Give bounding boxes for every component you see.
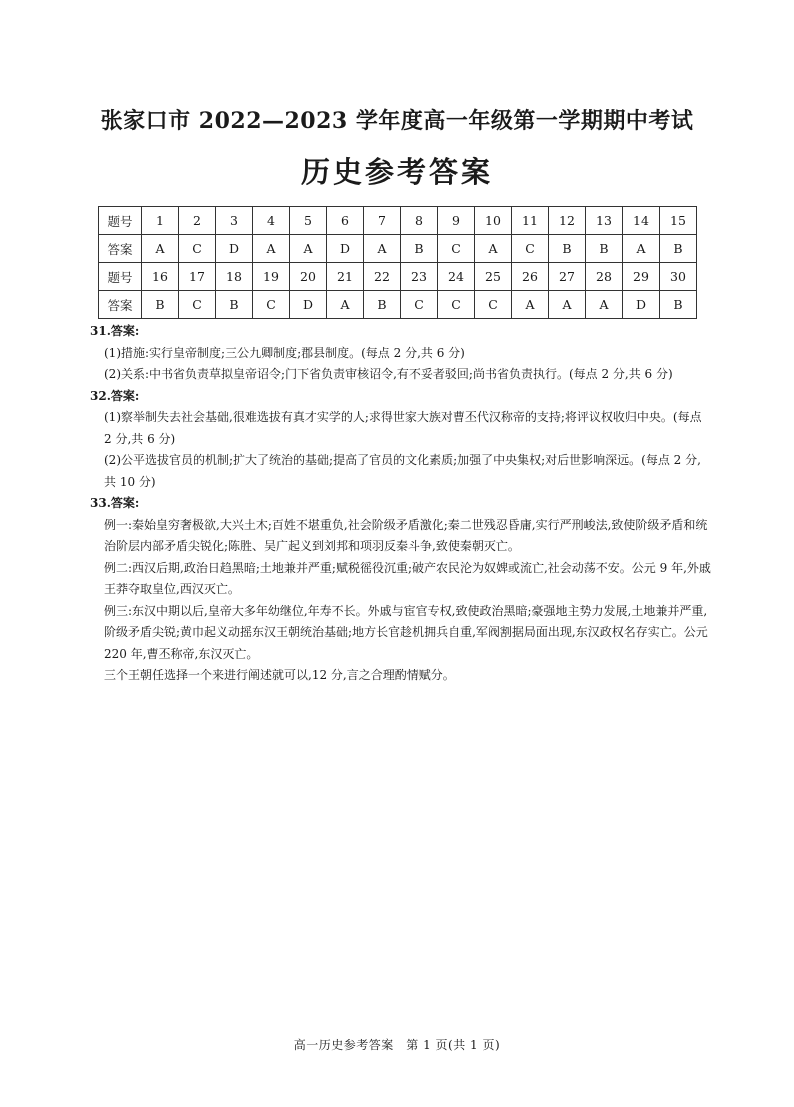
table-cell: 7 [364,207,401,235]
table-cell: 19 [253,263,290,291]
table-cell: B [216,291,253,319]
table-cell: 16 [142,263,179,291]
table-cell: 5 [290,207,327,235]
table-cell: C [179,291,216,319]
table-cell: D [216,235,253,263]
answer-line: 例二:西汉后期,政治日趋黑暗;土地兼并严重;赋税徭役沉重;破产农民沦为奴婢或流亡,社会动荡不安。公元 9 年,外戚王莽夺取皇位,西汉灭亡。 [104,560,711,596]
table-cell: B [660,235,697,263]
table-cell: B [660,291,697,319]
answer-content [90,321,712,687]
table-cell: D [290,291,327,319]
table-cell: 26 [512,263,549,291]
page-footer: 高一历史参考答案 第 1 页(共 1 页) [293,1038,501,1052]
question-32 [90,386,712,494]
table-cell: 1 [142,207,179,235]
answer-line: (2)关系:中书省负责草拟皇帝诏令;门下省负责审核诏令,有不妥者驳回;尚书省负责执行。(每点 2 分,共 6 分) [104,367,673,381]
table-cell: C [179,235,216,263]
table-cell: A [549,291,586,319]
table-cell: 9 [438,207,475,235]
answer-line: 例一:秦始皇穷奢极欲,大兴土木;百姓不堪重负,社会阶级矛盾激化;秦二世残忍昏庸,实行严刑峻法,致使阶级矛盾和统治阶层内部矛盾尖锐化;陈胜、吴广起义到刘邦和项羽反秦斗争,致使秦朝灭亡。 [104,517,708,553]
table-cell: A [327,291,364,319]
table-cell: C [438,291,475,319]
table-cell: D [623,291,660,319]
answer-line: (1)察举制失去社会基础,很难选拔有真才实学的人;求得世家大族对曹丕代汉称帝的支持;将评议权收归中央。(每点 2 分,共 6 分) [104,410,702,446]
answer-table [98,206,697,319]
table-cell: 21 [327,263,364,291]
table-cell: A [142,235,179,263]
answer-line: 例三:东汉中期以后,皇帝大多年幼继位,年寿不长。外戚与宦官专权,致使政治黑暗;豪强地主势力发展,土地兼并严重,阶级矛盾尖锐;黄巾起义动摇东汉王朝统治基础;地方长官趁机拥兵自重,军阀割据局面出现,东汉政权名存实亡。公元 220 年,曹丕称帝,东汉灭亡。 [104,603,708,661]
table-cell: 29 [623,263,660,291]
table-cell: 30 [660,263,697,291]
table-cell: A [253,235,290,263]
table-cell: A [586,291,623,319]
table-cell: C [253,291,290,319]
table-cell: B [586,235,623,263]
table-cell: 27 [549,263,586,291]
table-cell: 23 [401,263,438,291]
table-cell: 4 [253,207,290,235]
table-row [99,263,697,291]
answer-line: 三个王朝任选择一个来进行阐述就可以,12 分,言之合理酌情赋分。 [104,668,455,682]
table-cell: A [475,235,512,263]
table-cell: 2 [179,207,216,235]
table-cell: B [549,235,586,263]
page-title: 历史参考答案 [300,155,493,189]
table-cell: A [623,235,660,263]
table-cell: 13 [586,207,623,235]
table-cell: A [364,235,401,263]
question-label: 33.答案: [90,496,140,510]
answer-line: (1)措施:实行皇帝制度;三公九卿制度;郡县制度。(每点 2 分,共 6 分) [104,345,465,360]
table-cell: 11 [512,207,549,235]
table-cell: D [327,235,364,263]
table-cell: 8 [401,207,438,235]
table-cell: 25 [475,263,512,291]
table-cell: C [512,235,549,263]
row-header: 题号 [99,263,142,291]
table-cell: 18 [216,263,253,291]
table-cell: C [401,291,438,319]
table-cell: 15 [660,207,697,235]
table-cell: 28 [586,263,623,291]
table-cell: C [438,235,475,263]
table-cell: 22 [364,263,401,291]
row-header: 答案 [99,291,142,319]
question-31 [90,321,712,386]
exam-title: 张家口市 2022—2023 学年度高一年级第一学期期中考试 [100,108,694,134]
table-row [99,235,697,263]
row-header: 答案 [99,235,142,263]
table-cell: 14 [623,207,660,235]
answer-line: (2)公平选拔官员的机制;扩大了统治的基础;提高了官员的文化素质;加强了中央集权;对后世影响深远。(每点 2 分,共 10 分) [104,453,701,489]
table-row [99,207,697,235]
table-cell: A [290,235,327,263]
table-cell: A [512,291,549,319]
table-cell: 24 [438,263,475,291]
table-cell: 12 [549,207,586,235]
row-header: 题号 [99,207,142,235]
table-cell: 10 [475,207,512,235]
table-cell: B [401,235,438,263]
table-row [99,291,697,319]
table-cell: 20 [290,263,327,291]
table-cell: C [475,291,512,319]
table-cell: B [142,291,179,319]
table-cell: 6 [327,207,364,235]
question-33 [90,493,712,687]
question-label: 32.答案: [90,388,140,403]
question-label: 31.答案: [90,324,140,338]
table-cell: 17 [179,263,216,291]
table-cell: 3 [216,207,253,235]
table-cell: B [364,291,401,319]
